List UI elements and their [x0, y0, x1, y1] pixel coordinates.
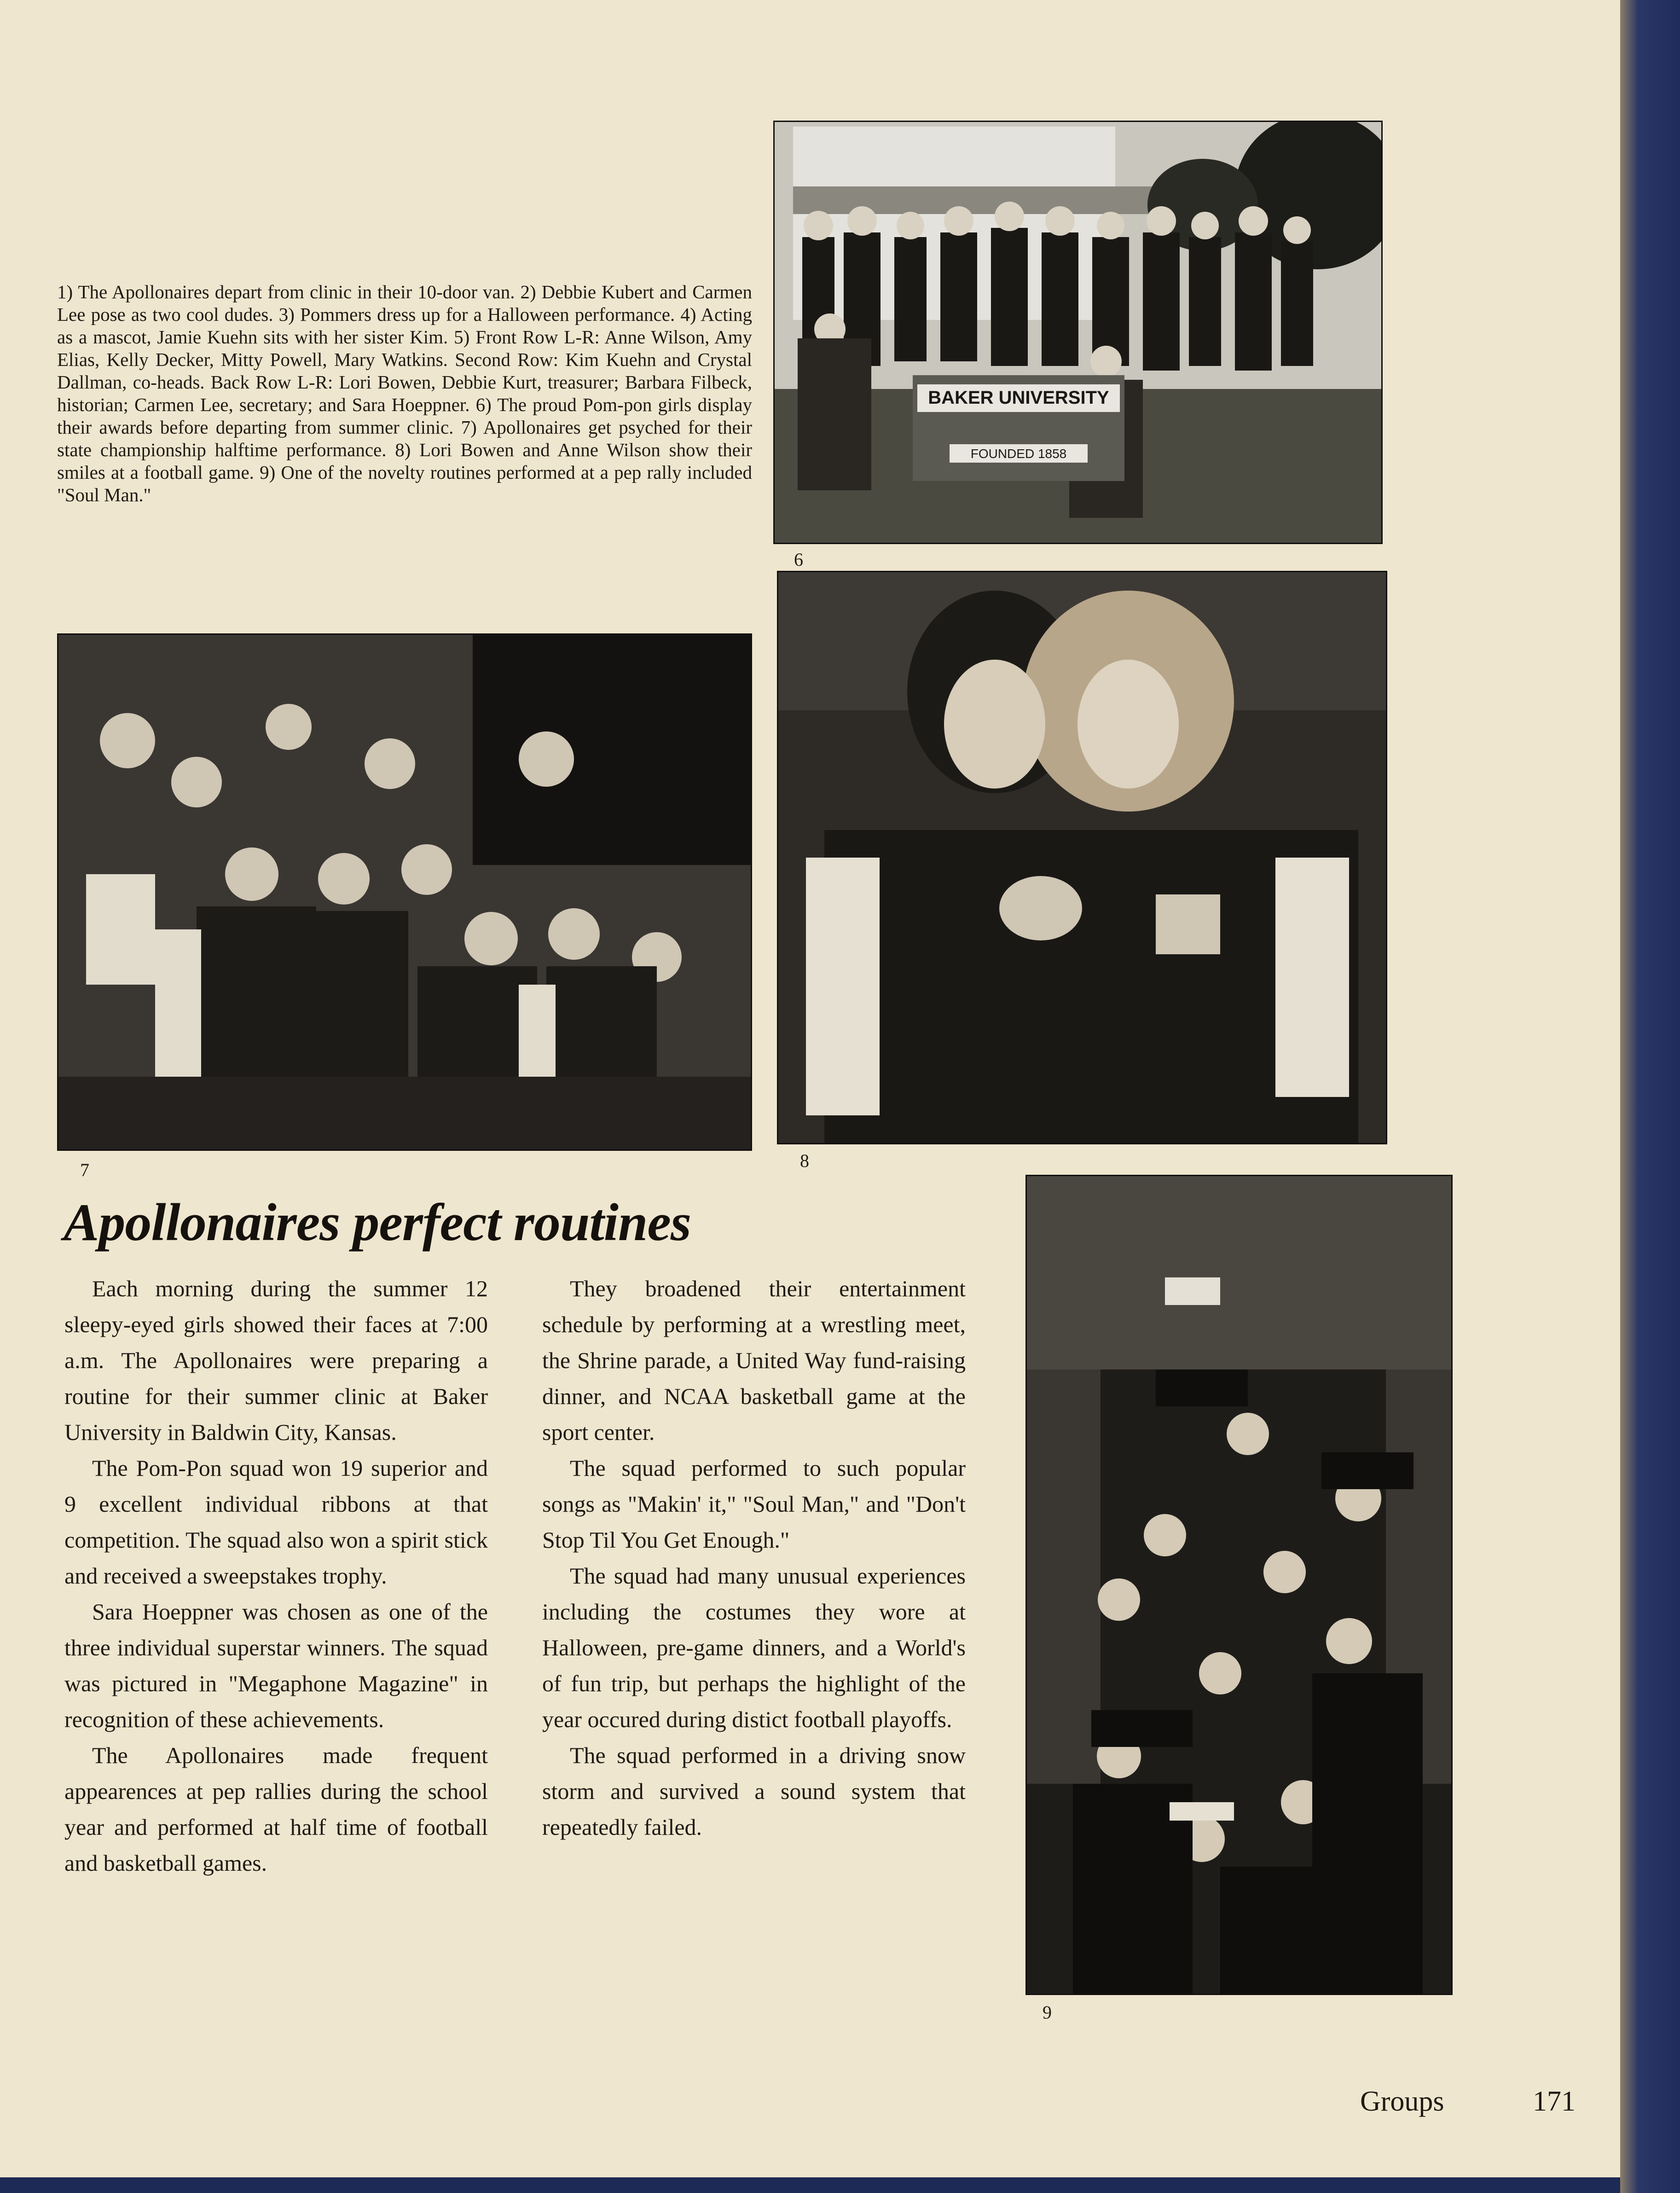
photo-9-image — [1027, 1176, 1451, 1994]
article-paragraph: The squad performed to such popular songs as "Makin' it," "Soul Man," and "Don't Stop Til You Get Enough." — [542, 1455, 966, 1553]
photo-9-soul-man-routine — [1025, 1175, 1453, 1995]
article-headline: Apollonaires perfect routines — [64, 1193, 691, 1252]
photo-7-apollonaires-psyched — [57, 633, 752, 1151]
photo-6-image — [775, 122, 1381, 543]
photo-8-number: 8 — [800, 1150, 809, 1171]
article-column-1 — [64, 1271, 488, 1881]
article-paragraph: Each morning during the summer 12 sleepy-eyed girls showed their faces at 7:00 a.m. The Apollonaires were preparing a routine for their summer clinic at Baker University in Baldwin City, Kansas. — [64, 1276, 488, 1445]
article-paragraph: The Apollonaires made frequent appearences at pep rallies during the school year and performed at half time of football and basketball games. — [64, 1742, 488, 1876]
binding-edge — [1620, 0, 1680, 2193]
article-paragraph: Sara Hoeppner was chosen as one of the three individual superstar winners. The squad was pictured in "Megaphone Magazine" in recognition of these achievements. — [64, 1599, 488, 1732]
photo-9-number: 9 — [1043, 2002, 1052, 2023]
article-paragraph: The Pom-Pon squad won 19 superior and 9 excellent individual ribbons at that competition. The squad also won a spirit stick and received a sweepstakes trophy. — [64, 1455, 488, 1589]
photo-6-pompon-girls-awards — [773, 121, 1383, 544]
section-label: Groups — [1360, 2086, 1444, 2117]
sign-text: BAKER UNIVERSITY — [928, 388, 1109, 408]
photo-8-lori-and-anne — [777, 571, 1387, 1144]
photo-6-number: 6 — [794, 549, 803, 570]
photo-7-image — [58, 635, 751, 1149]
photo-captions: 1) The Apollonaires depart from clinic in their 10-door van. 2) Debbie Kubert and Carmen Lee pose as two cool dudes. 3) Pommers dress up for a Halloween performance. 4) Acting as a mascot, Jamie Kuehn sits with her sister Kim. 5) Front Row L-R: Anne Wilson, Amy Elias, Kelly Decker, Mitty Powell, Mary Watkins. Second Row: Kim Kuehn and Crystal Dallman, co-heads. Back Row L-R: Lori Bowen, Debbie Kurt, treasurer; Barbara Filbeck, historian; Carmen Lee, secretary; and Sara Hoeppner. 6) The proud Pom-pon girls display their awards before departing from summer clinic. 7) Apollonaires get psyched for their state championship halftime performance. 8) Lori Bowen and Anne Wilson show their smiles at a football game. 9) One of the novelty routines performed at a pep rally included "Soul Man." — [57, 281, 752, 505]
article-column-2 — [542, 1271, 966, 1845]
article-paragraph: The squad performed in a driving snow storm and survived a sound system that repeatedly failed. — [542, 1742, 966, 1840]
page-number: 171 — [1533, 2086, 1576, 2117]
article-paragraph: The squad had many unusual experiences including the costumes they wore at Halloween, pre-game dinners, and a World's of fun trip, but perhaps the highlight of the year occured during distict football playoffs. — [542, 1563, 966, 1732]
photo-7-number: 7 — [80, 1160, 89, 1180]
photo-8-image — [778, 572, 1386, 1143]
article-paragraph: They broadened their entertainment schedule by performing at a wrestling meet, the Shrine parade, a United Way fund-raising dinner, and NCAA basketball game at the sport center. — [542, 1276, 966, 1445]
sign-subtext: FOUNDED 1858 — [970, 447, 1067, 461]
